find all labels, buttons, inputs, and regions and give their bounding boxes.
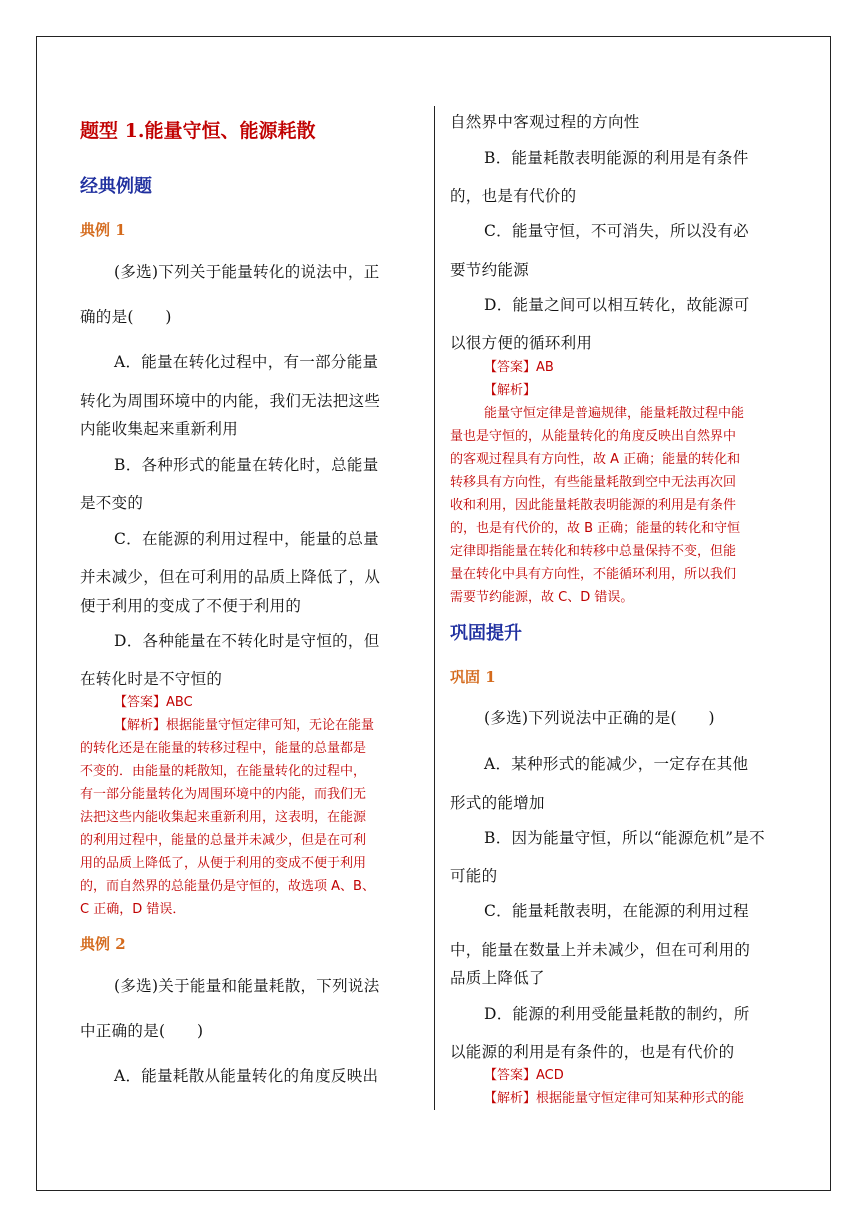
example-1-answer: 【答案】ABC [114, 695, 193, 710]
example-1-stem-line-1: (多选)下列关于能量转化的说法中，正 [114, 263, 380, 281]
example-1-option-a-line-2: 转化为周围环境中的内能，我们无法把这些 [80, 392, 381, 410]
example-2-stem-line-2: 中正确的是( ) [80, 1022, 204, 1040]
example-2-option-a-line-2: 自然界中客观过程的方向性 [450, 113, 640, 131]
example-2-analysis-line-3: 的客观过程具有方向性，故 A 正确；能量的转化和 [450, 452, 741, 467]
section-heading-practice: 巩固提升 [450, 623, 522, 644]
example-1-analysis-line-1: 【解析】根据能量守恒定律可知，无论在能量 [114, 718, 375, 733]
example-1-option-b-line-2: 是不变的 [80, 494, 144, 512]
example-2-analysis-line-8: 量在转化中具有方向性，不能循环利用，所以我们 [450, 567, 737, 582]
example-2-analysis-line-6: 的，也是有代价的，故 B 正确；能量的转化和守恒 [450, 521, 741, 536]
example-1-option-b-line-1: B．各种形式的能量在转化时，总能量 [114, 456, 379, 474]
practice-1-stem: (多选)下列说法中正确的是( ) [484, 709, 715, 727]
example-1-analysis-line-9: C 正确，D 错误． [80, 902, 186, 917]
example-2-option-b-line-2: 的，也是有代价的 [450, 187, 577, 205]
column-divider [434, 106, 435, 1110]
example-1-analysis-line-7: 用的品质上降低了，从便于利用的变成不便于利用 [80, 856, 367, 871]
example-1-analysis-line-8: 的，而自然界的总能量仍是守恒的，故选项 A、B、 [80, 879, 375, 894]
practice-1-option-a-line-1: A．某种形式的能减少，一定存在其他 [484, 755, 749, 773]
example-1-option-c-line-3: 便于利用的变成了不便于利用的 [80, 597, 302, 615]
example-2-analysis-line-5: 收和利用，因此能量耗散表明能源的利用是有条件 [450, 498, 737, 513]
example-2-option-d-line-1: D．能量之间可以相互转化，故能源可 [484, 296, 750, 314]
example-1-option-d-line-1: D．各种能量在不转化时是守恒的，但 [114, 632, 380, 650]
example-2-analysis-line-4: 转移具有方向性，有些能量耗散到空中无法再次回 [450, 475, 737, 490]
example-2-option-c-line-1: C．能量守恒，不可消失，所以没有必 [484, 222, 749, 240]
example-1-analysis-line-5: 法把这些内能收集起来重新利用，这表明，在能源 [80, 810, 367, 825]
example-2-analysis-line-2: 量也是守恒的，从能量转化的角度反映出自然界中 [450, 429, 737, 444]
practice-1-analysis-line-1: 【解析】根据能量守恒定律可知某种形式的能 [484, 1091, 745, 1106]
practice-1-option-c-line-2: 中，能量在数量上并未减少，但在可利用的 [450, 941, 751, 959]
practice-1-label: 巩固 1 [450, 668, 496, 686]
example-2-option-d-line-2: 以很方便的循环利用 [450, 334, 593, 352]
example-2-analysis-line-9: 需要节约能源，故 C、D 错误。 [450, 590, 634, 605]
practice-1-option-d-line-2: 以能源的利用是有条件的，也是有代价的 [450, 1043, 735, 1061]
practice-1-option-c-line-3: 品质上降低了 [450, 969, 545, 987]
example-2-analysis-line-7: 定律即指能量在转化和转移中总量保持不变，但能 [450, 544, 737, 559]
example-1-option-a-line-1: A．能量在转化过程中，有一部分能量 [114, 353, 379, 371]
example-2-answer: 【答案】AB [484, 360, 554, 375]
topic-title: 题型 1.能量守恒、能源耗散 [80, 120, 316, 142]
example-1-analysis-line-6: 的利用过程中，能量的总量并未减少，但是在可利 [80, 833, 367, 848]
example-1-option-a-line-3: 内能收集起来重新利用 [80, 420, 239, 438]
practice-1-answer: 【答案】ACD [484, 1068, 564, 1083]
example-2-option-b-line-1: B．能量耗散表明能源的利用是有条件 [484, 149, 749, 167]
section-heading-examples: 经典例题 [80, 176, 152, 197]
practice-1-option-b-line-1: B．因为能量守恒，所以“能源危机”是不 [484, 829, 765, 847]
example-1-option-c-line-2: 并未减少，但在可利用的品质上降低了，从 [80, 568, 381, 586]
practice-1-option-a-line-2: 形式的能增加 [450, 794, 545, 812]
example-1-option-c-line-1: C．在能源的利用过程中，能量的总量 [114, 530, 379, 548]
example-1-option-d-line-2: 在转化时是不守恒的 [80, 670, 223, 688]
example-1-analysis-line-4: 有一部分能量转化为周围环境中的内能，而我们无 [80, 787, 367, 802]
example-1-analysis-line-2: 的转化还是在能量的转移过程中，能量的总量都是 [80, 741, 367, 756]
practice-1-option-b-line-2: 可能的 [450, 867, 498, 885]
example-2-label: 典例 2 [80, 935, 126, 953]
example-1-stem-line-2: 确的是( ) [80, 308, 172, 326]
example-2-analysis-heading: 【解析】 [484, 383, 537, 398]
example-2-stem-line-1: (多选)关于能量和能量耗散，下列说法 [114, 977, 380, 995]
example-2-option-a-line-1: A．能量耗散从能量转化的角度反映出 [114, 1067, 379, 1085]
example-2-analysis-line-1: 能量守恒定律是普遍规律，能量耗散过程中能 [484, 406, 745, 421]
example-1-label: 典例 1 [80, 221, 126, 239]
practice-1-option-d-line-1: D．能源的利用受能量耗散的制约，所 [484, 1005, 750, 1023]
example-2-option-c-line-2: 要节约能源 [450, 261, 530, 279]
practice-1-option-c-line-1: C．能量耗散表明，在能源的利用过程 [484, 902, 749, 920]
example-1-analysis-line-3: 不变的．由能量的耗散知，在能量转化的过程中， [80, 764, 367, 779]
